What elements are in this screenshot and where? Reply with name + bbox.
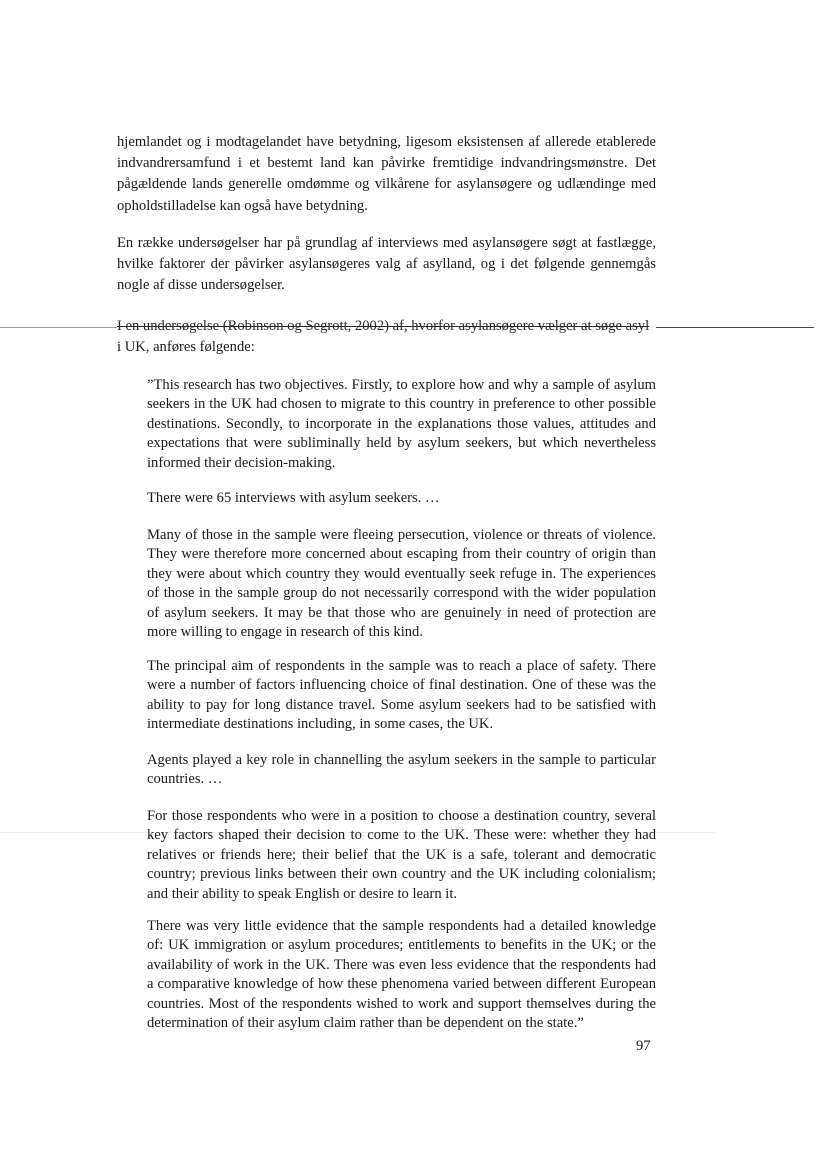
quote-paragraph: There was very little evidence that the sample respondents had a detailed knowledge of: UK immigration or asylum procedures; entitlements to benefits in the UK; or the availability of work in the UK. There was even less evidence that the respondents had a comparative knowledge of how these phenomena varied between different European countries. Most of the respondents wished to work and support themselves during the determination of their asylum claim rather than be dependent on the state.” (147, 918, 656, 1032)
quote-paragraph: For those respondents who were in a position to choose a destination country, several key factors shaped their decision to come to the UK. These were: whether they had relatives or friends here; their belief that the UK is a safe, tolerant and democratic country; previous links between their own country and the UK including colonialism; and their ability to speak English or desire to learn it. (147, 808, 656, 902)
quote-paragraph: The principal aim of respondents in the sample was to reach a place of safety. There were a number of factors influencing choice of final destination. One of these was the ability to pay for long distance travel. Some asylum seekers had to be satisfied with intermediate destinations including, in some cases, the UK. (147, 658, 656, 733)
intro-paragraph (117, 316, 677, 358)
quote-paragraph: Agents played a key role in channelling the asylum seekers in the sample to particular countries. … (147, 752, 656, 788)
quote-paragraph: ”This research has two objectives. Firstly, to explore how and why a sample of asylum seekers in the UK had chosen to migrate to this country in preference to other possible destinations. Secondly, to incorporate in the explanations those values, attitudes and expectations that were subliminally held by asylum seekers, but which nevertheless informed their decision-making. (147, 377, 656, 471)
body-paragraph: En række undersøgelser har på grundlag af interviews med asylansøgere søgt at fastlægge, hvilke faktorer der påvirker asylansøgeres valg af asylland, og i det følgende gennemgås nogle af disse undersøgelser. (117, 235, 656, 294)
struck-text-line: I en undersøgelse (Robinson og Segrott, 2002) af, hvorfor asylansøgere vælger at søge asyl (117, 318, 650, 334)
page-number: 97 (636, 1038, 651, 1054)
strike-rule-left (0, 327, 117, 328)
strike-rule-right (656, 327, 814, 328)
intro-continuation: i UK, anføres følgende: (117, 339, 255, 356)
quote-paragraph: There were 65 interviews with asylum seekers. … (147, 490, 440, 506)
body-paragraph: hjemlandet og i modtagelandet have betydning, ligesom eksistensen af allerede etablerede indvandrersamfund i et bestemt land kan påvirke fremtidige indvandringsmønstre. Det pågældende lands generelle omdømme og vilkårene for asylansøgere og udlændinge med opholdstilladelse kan også have betydning. (117, 134, 656, 214)
quote-paragraph: Many of those in the sample were fleeing persecution, violence or threats of violence. They were therefore more concerned about escaping from their country of origin than they were about which country they would eventually seek refuge in. The experiences of those in the sample group do not necessarily correspond with the wider population of asylum seekers. It may be that those who are genuinely in need of protection are more willing to engage in research of this kind. (147, 527, 656, 641)
